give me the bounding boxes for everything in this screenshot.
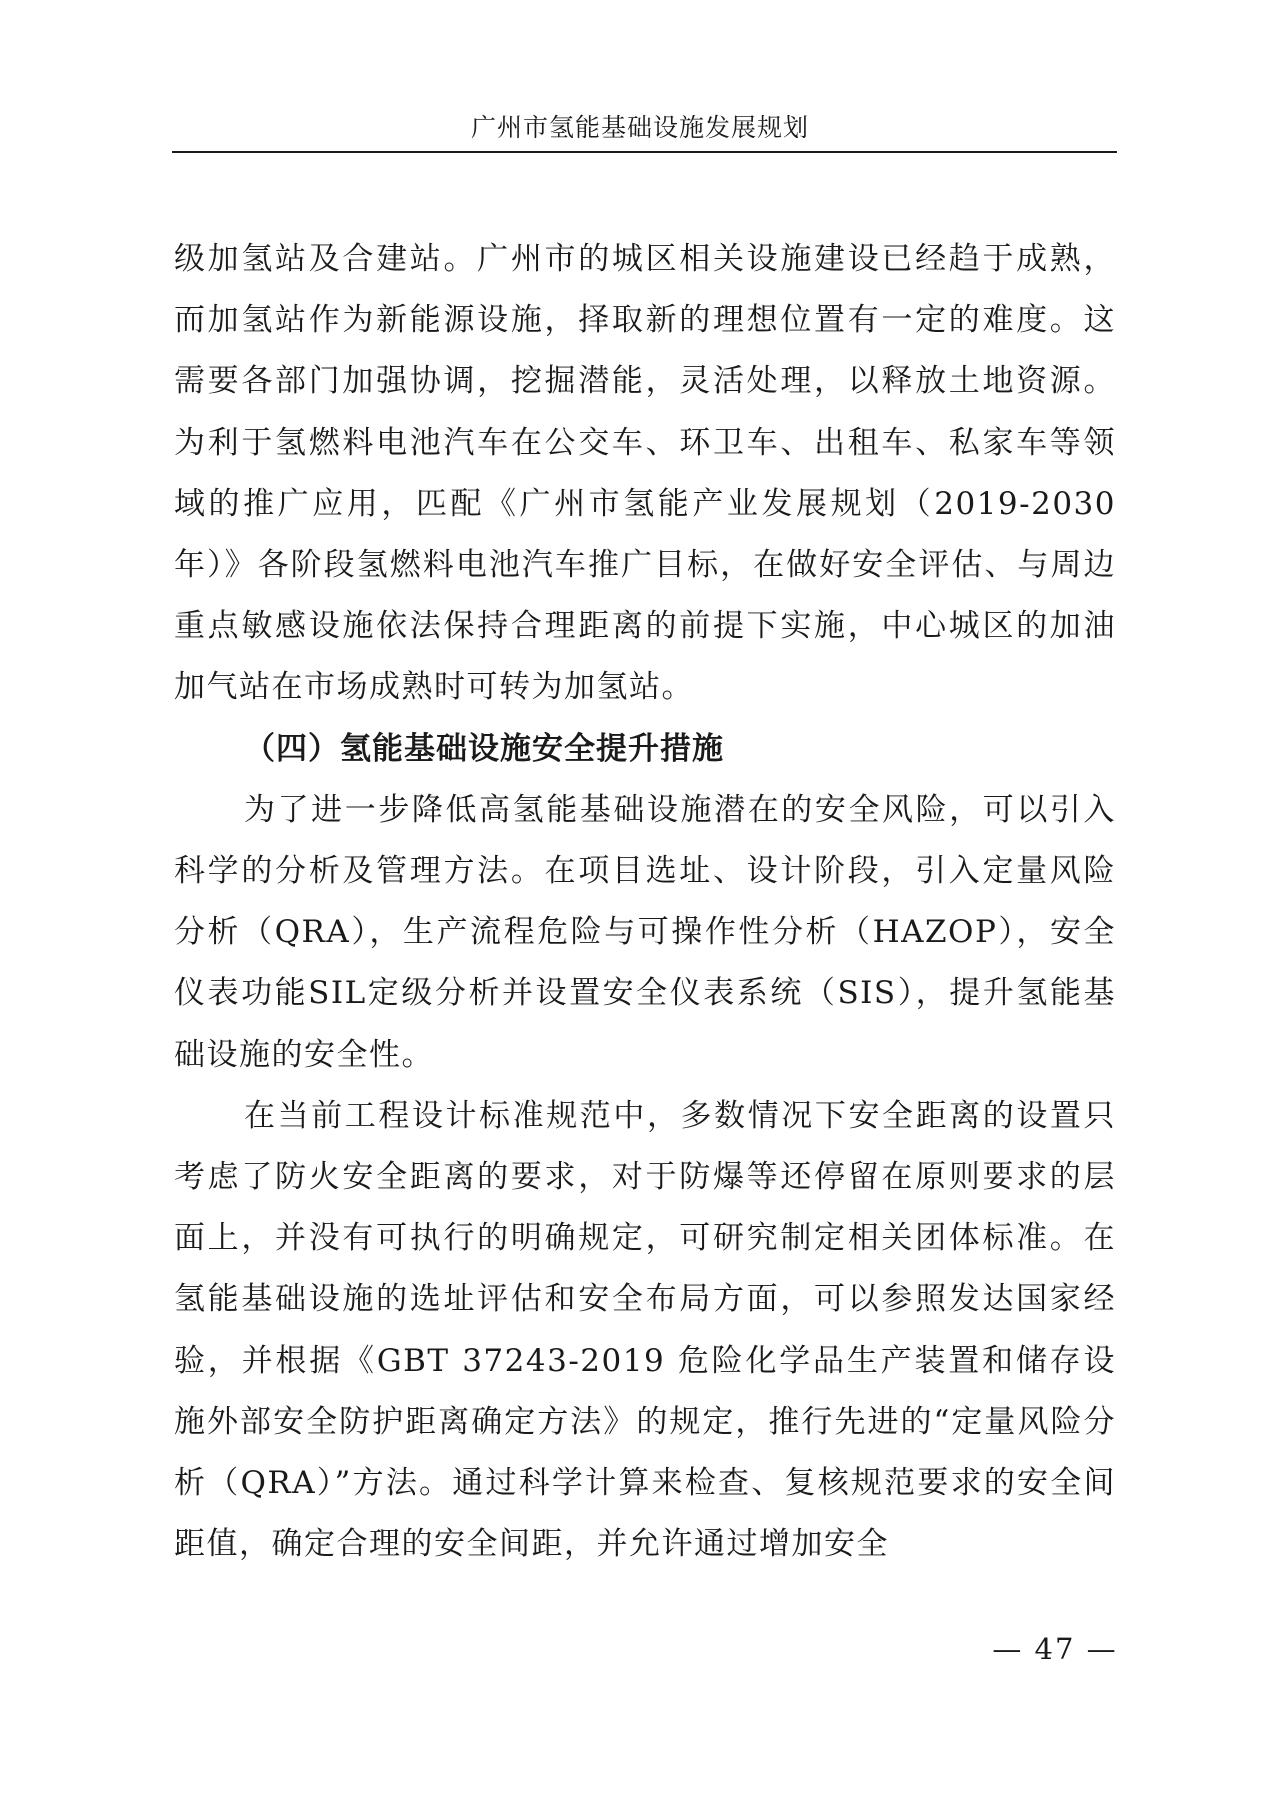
section-heading: （四）氢能基础设施安全提升措施: [244, 730, 724, 767]
page-number: — 47 —: [992, 1632, 1118, 1666]
running-header-title: 广州市氢能基础设施发展规划: [470, 113, 809, 142]
paragraph: 级加氢站及合建站。广州市的城区相关设施建设已经趋于成熟，而加氢站作为新能源设施，择取新的理想位置有一定的难度。这需要各部门加强协调，挖掘潜能，灵活处理，以释放土地资源。为利于氢燃料电池汽车在公交车、环卫车、出租车、私家车等领域的推广应用，匹配《广州市氢能产业发展规划（2019-2030年）》各阶段氢燃料电池汽车推广目标，在做好安全评估、与周边重点敏感设施依法保持合理距离的前提下实施，中心城区的加油加气站在市场成熟时可转为加氢站。: [174, 241, 1116, 706]
paragraph: 为了进一步降低高氢能基础设施潜在的安全风险，可以引入科学的分析及管理方法。在项目选址、设计阶段，引入定量风险分析（QRA），生产流程危险与可操作性分析（HAZOP），安全仪表功能SIL定级分析并设置安全仪表系统（SIS），提升氢能基础设施的安全性。: [174, 791, 1116, 1073]
paragraph: 在当前工程设计标准规范中，多数情况下安全距离的设置只考虑了防火安全距离的要求，对于防爆等还停留在原则要求的层面上，并没有可执行的明确规定，可研究制定相关团体标准。在氢能基础设施的选址评估和安全布局方面，可以参照发达国家经验，并根据《GBT 37243-2019 危险化学品生产装置和储存设施外部安全防护距离确定方法》的规定，推行先进的“定量风险分析（QRA）”方法。通过科学计算来检查、复核规范要求的安全间距值，确定合理的安全间距，并允许通过增加安全: [174, 1097, 1116, 1563]
header-divider: [172, 151, 1117, 153]
document-body: [174, 229, 1116, 1575]
